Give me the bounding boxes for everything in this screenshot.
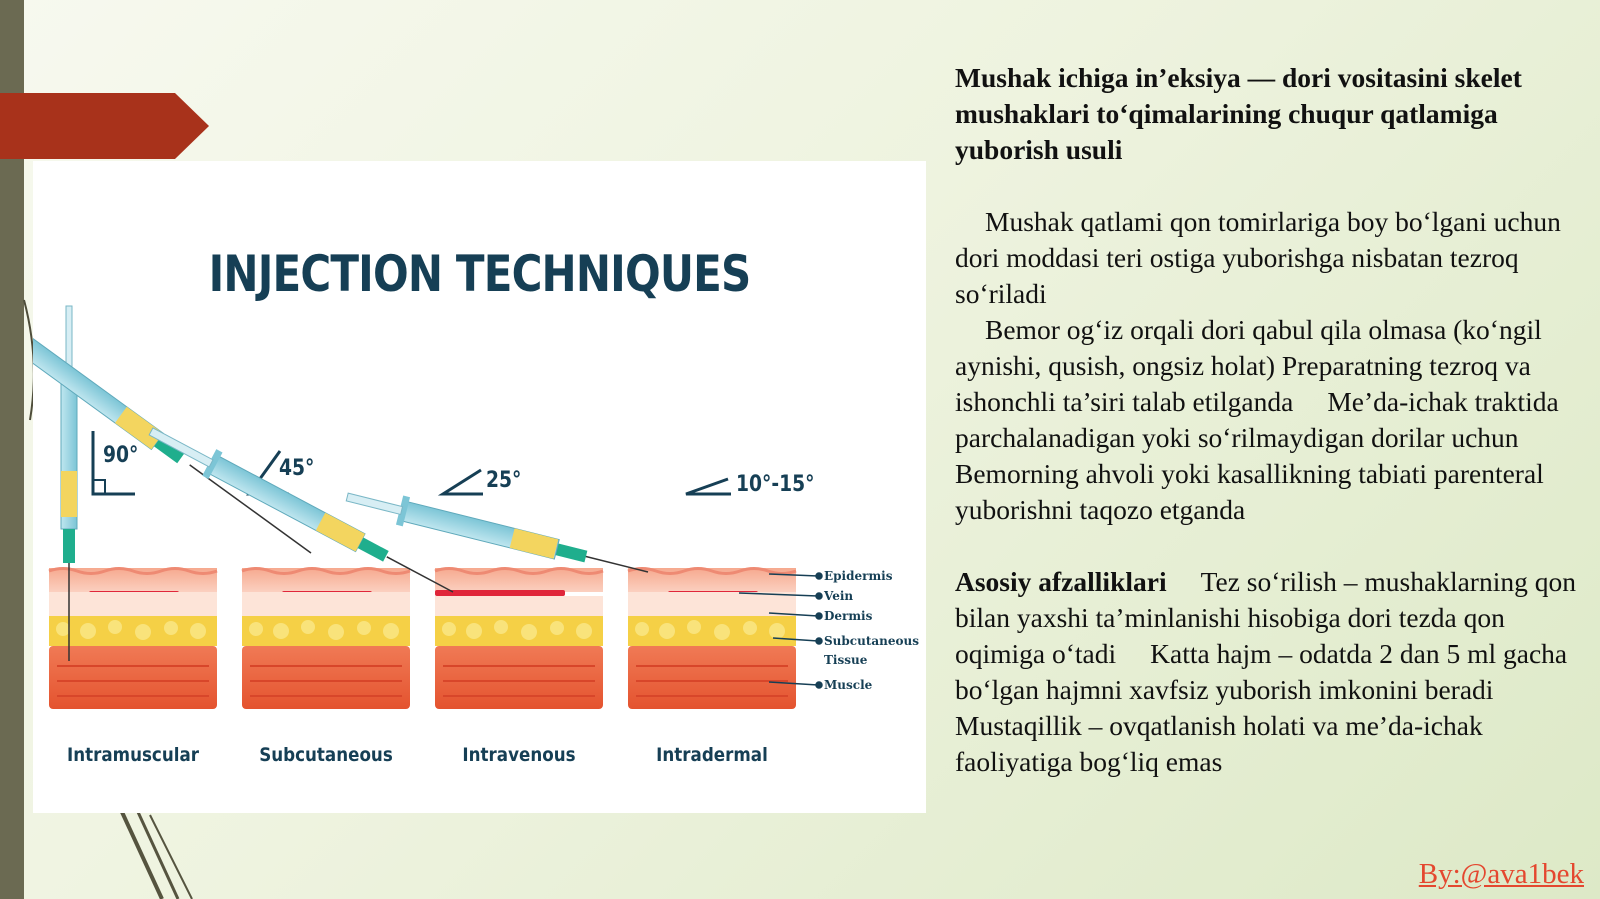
skin-block-subcutaneous (242, 568, 410, 709)
angle-label-45: 45° (279, 456, 315, 481)
slide-text-panel (955, 60, 1585, 780)
angle-10-15-marker (686, 479, 731, 494)
slide-heading: Mushak ichiga in’eksiya — dori vositasini skelet mushaklari to‘qimalarining chuqur qatlamiga yuborish usuli (955, 62, 1522, 165)
skin-block-intravenous (435, 568, 603, 709)
advantages-heading: Asosiy afzalliklari (955, 566, 1167, 597)
skin-block-intramuscular (49, 568, 217, 709)
label-intramuscular: Intramuscular (67, 744, 199, 766)
advantage-1: Tez so‘rilish – mushaklarning qon bilan yaxshi ta’minlanishi hisobiga dori tezda qon oqimiga o‘tadi (955, 566, 1576, 669)
paragraph-1-text: Mushak qatlami qon tomirlariga boy bo‘lgani uchun dori moddasi teri ostiga yuborishga nisbatan tezroq so‘riladi (955, 206, 1561, 309)
injection-techniques-figure (33, 161, 926, 813)
red-arrow-shape (0, 93, 209, 159)
layer-label-dermis: Dermis (824, 609, 873, 623)
layer-label-vein: Vein (824, 589, 854, 603)
figure-title: INJECTION TECHNIQUES (208, 245, 751, 303)
indication-a: Bemor og‘iz orqali dori qabul qila olmasa (ko‘ngil aynishi, qusish, ongsiz holat) Preparatning tezroq va ishonchli ta’siri talab etilganda (955, 314, 1542, 417)
paragraph-indications (955, 312, 1585, 528)
advantage-3: Mustaqillik – ovqatlanish holati va me’da-ichak faoliyatiga bog‘liq emas (955, 710, 1483, 777)
angle-label-90: 90° (103, 443, 139, 468)
label-intravenous: Intravenous (462, 744, 576, 766)
layer-label-tissue: Tissue (824, 653, 868, 667)
paragraph-absorption (955, 204, 1585, 312)
skin-block-intradermal (628, 568, 796, 709)
advantage-2: Katta hajm – odatda 2 dan 5 ml gacha bo‘lgan hajmni xavfsiz yuborish imkonini beradi (955, 638, 1568, 705)
angle-label-10-15: 10°-15° (736, 472, 815, 497)
layer-label-subcutaneous: Subcutaneous (824, 634, 919, 648)
layer-label-muscle: Muscle (824, 678, 873, 692)
indication-b: Me’da-ichak traktida parchalanadigan yoki so‘rilmaydigan dorilar uchun (955, 386, 1559, 453)
paragraph-advantages (955, 564, 1585, 780)
indication-c: Bemorning ahvoli yoki kasallikning tabiati parenteral yuborishni taqozo etganda (955, 458, 1544, 525)
angle-label-25: 25° (486, 468, 522, 493)
layer-label-epidermis: Epidermis (824, 569, 893, 583)
author-link[interactable]: By:@ava1bek (1418, 858, 1584, 890)
label-intradermal: Intradermal (656, 744, 768, 766)
label-subcutaneous: Subcutaneous (259, 744, 393, 766)
angle-25-marker (443, 470, 483, 494)
